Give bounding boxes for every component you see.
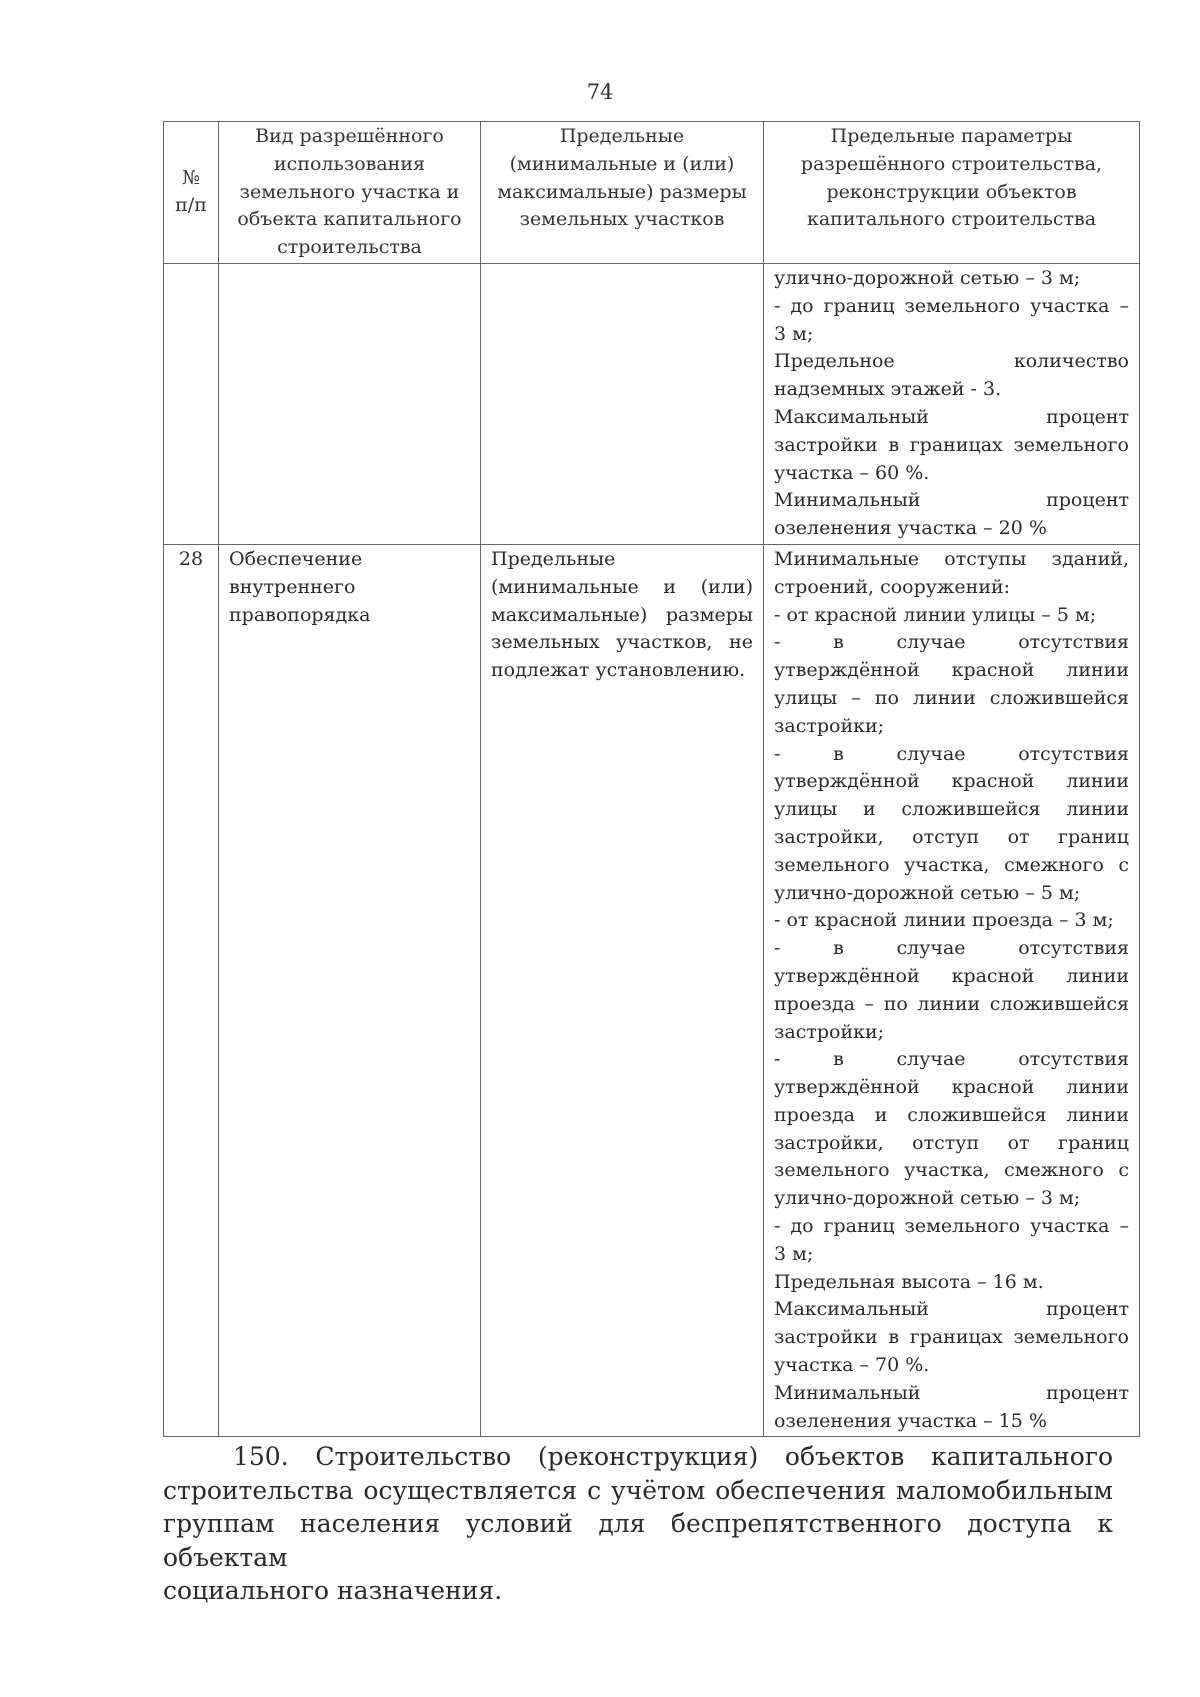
header-use-type xyxy=(219,122,481,264)
page-number: 74 xyxy=(586,80,614,104)
cell-use-type-empty xyxy=(219,263,481,544)
header-line: земельных участков xyxy=(519,208,725,231)
header-line: объекта капитального xyxy=(237,208,462,231)
header-line: Вид разрешённого xyxy=(255,125,444,147)
cell-text-line: - в случае отсутствия xyxy=(774,631,1129,654)
header-line: капитального строительства xyxy=(806,208,1097,231)
cell-text-line: утверждённой красной линии xyxy=(774,964,1129,987)
cell-text-line: Минимальный процент xyxy=(774,489,1129,512)
cell-text-line: подлежат установлению. xyxy=(491,659,746,682)
cell-text-line: - в случае отсутствия xyxy=(774,1048,1129,1071)
header-line: строительства xyxy=(277,236,422,259)
cell-text-line: Предельные xyxy=(491,547,616,570)
cell-plot-size xyxy=(481,544,764,1437)
cell-use-type xyxy=(219,544,481,1437)
cell-number: 28 xyxy=(164,544,219,1437)
header-number xyxy=(164,122,219,264)
paragraph-line: 150. Строительство (реконструкция) объектов капитального xyxy=(233,1442,1113,1471)
cell-text-line: улицы и сложившейся линии xyxy=(774,798,1129,821)
cell-text-line: земельного участка, смежного с xyxy=(774,853,1129,876)
cell-text-line: Минимальный процент xyxy=(774,1381,1129,1404)
cell-text-line: улицы – по линии сложившейся xyxy=(774,686,1129,709)
cell-text-line: Минимальные отступы зданий, xyxy=(774,547,1129,570)
cell-text-line: улично-дорожной сетью – 5 м; xyxy=(774,881,1081,904)
header-line: использования xyxy=(274,152,425,175)
cell-plot-size-empty xyxy=(481,263,764,544)
cell-text-line: земельного участка, смежного с xyxy=(774,1159,1129,1182)
cell-text-line: - от красной линии улицы – 5 м; xyxy=(774,603,1097,626)
cell-text-line: максимальные) размеры xyxy=(491,603,753,626)
zoning-parameters-table xyxy=(163,121,1140,1437)
cell-text-line: проезда – по линии сложившейся xyxy=(774,992,1129,1015)
cell-text-line: Максимальный процент xyxy=(774,1298,1129,1321)
cell-text-line: участка – 60 %. xyxy=(774,461,930,484)
header-line: максимальные) размеры xyxy=(497,180,747,203)
cell-text-line: застройки; xyxy=(774,714,885,737)
cell-text-line: 3 м; xyxy=(774,322,814,345)
cell-text-line: Предельное количество xyxy=(774,350,1129,373)
cell-text-line: Обеспечение xyxy=(229,547,363,570)
cell-text-line: внутреннего xyxy=(229,575,356,598)
paragraph-line: строительства осуществляется с учётом обеспечения маломобильным xyxy=(163,1475,1113,1505)
cell-text-line: 3 м; xyxy=(774,1242,814,1265)
cell-text-line: - до границ земельного участка – xyxy=(774,294,1129,317)
header-line: Предельные xyxy=(559,125,685,147)
header-line: Предельные параметры xyxy=(830,125,1073,147)
cell-text-line: озеленения участка – 20 % xyxy=(774,517,1047,540)
cell-text-line: - в случае отсутствия xyxy=(774,742,1129,765)
cell-text-line: озеленения участка – 15 % xyxy=(774,1409,1047,1432)
cell-text-line: застройки, отступ от границ xyxy=(774,1131,1129,1154)
cell-text-line: земельных участков, не xyxy=(491,631,753,654)
paragraph-150 xyxy=(163,1440,1113,1608)
paragraph-line: социального назначения. xyxy=(163,1576,503,1605)
cell-text-line: правопорядка xyxy=(229,603,371,626)
cell-text-line: - в случае отсутствия xyxy=(774,937,1129,960)
cell-text-line: проезда и сложившейся линии xyxy=(774,1103,1129,1126)
cell-text-line: - от красной линии проезда – 3 м; xyxy=(774,909,1114,932)
cell-text-line: - до границ земельного участка – xyxy=(774,1215,1129,1238)
cell-text-line: (минимальные и (или) xyxy=(491,575,753,598)
cell-text-line: утверждённой красной линии xyxy=(774,1076,1129,1099)
cell-text-line: улично-дорожной сетью – 3 м; xyxy=(774,266,1081,289)
header-line: п/п xyxy=(175,194,207,217)
cell-text-line: Предельная высота – 16 м. xyxy=(774,1270,1044,1293)
cell-text-line: участка – 70 %. xyxy=(774,1354,930,1377)
cell-text-line: улично-дорожной сетью – 3 м; xyxy=(774,1187,1081,1210)
header-line: (минимальные и (или) xyxy=(509,152,735,175)
cell-text-line: надземных этажей - 3. xyxy=(774,378,1002,401)
header-params xyxy=(764,122,1140,264)
cell-text-line: застройки, отступ от границ xyxy=(774,825,1129,848)
cell-text-line: застройки в границах земельного xyxy=(774,433,1129,456)
header-line: № xyxy=(182,166,200,189)
cell-text-line: застройки в границах земельного xyxy=(774,1326,1129,1349)
header-line: земельного участка и xyxy=(239,180,460,203)
header-line: реконструкции объектов xyxy=(826,180,1077,203)
cell-text-line: Максимальный процент xyxy=(774,405,1129,428)
table-header-row xyxy=(164,122,1140,264)
cell-text-line: утверждённой красной линии xyxy=(774,770,1129,793)
paragraph-line: группам населения условий для беспрепятственного доступа к объектам xyxy=(163,1509,1113,1572)
cell-params xyxy=(764,544,1140,1437)
table-row-continued xyxy=(164,263,1140,544)
cell-params-continued xyxy=(764,263,1140,544)
header-plot-size xyxy=(481,122,764,264)
header-line: разрешённого строительства, xyxy=(800,152,1103,175)
cell-number-empty xyxy=(164,263,219,544)
cell-text-line: утверждённой красной линии xyxy=(774,659,1129,682)
cell-text-line: застройки; xyxy=(774,1020,885,1043)
table-row-28 xyxy=(164,544,1140,1437)
cell-text-line: строений, сооружений: xyxy=(774,575,1011,598)
